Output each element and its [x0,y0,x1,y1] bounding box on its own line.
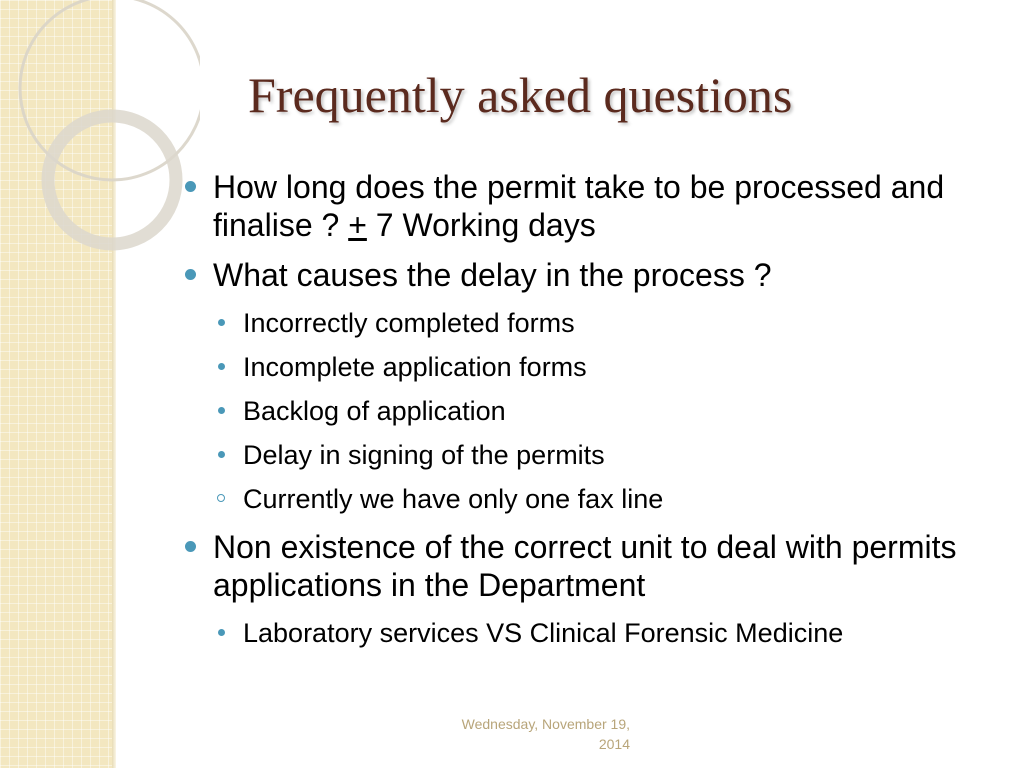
sub-bullet-text: Laboratory services VS Clinical Forensic Medicine [243,618,844,648]
bullet-text: Non existence of the correct unit to deal with permits applications in the Department [213,529,957,603]
bullet-text-part-a: How long does the permit take to be processed and finalise ? [213,169,945,243]
sub-bullet-dot-icon [218,451,225,458]
sub-bullet-text: Delay in signing of the permits [243,440,605,470]
decorative-circles [0,0,200,260]
bullet-nonexistent-unit [182,528,1002,604]
sub-bullet [213,394,1002,428]
sub-bullet [213,438,1002,472]
bullet-dot-icon [185,181,196,192]
bullet-dot-icon [185,269,196,280]
footer-date: Wednesday, November 19, 2014 [461,716,630,752]
sub-bullet-text: Incorrectly completed forms [243,308,575,338]
delay-causes-sublist [213,306,1002,516]
sub-bullet-text: Currently we have only one fax line [243,484,664,514]
sub-bullet-dot-icon [218,363,225,370]
unit-sublist [213,616,1002,650]
bullet-text-part-b: 7 Working days [366,207,596,243]
sub-bullet-text: Backlog of application [243,396,506,426]
sub-bullet-dot-icon [218,407,225,414]
bullet-dot-icon [185,541,196,552]
slide-content [182,168,1002,662]
sub-bullet-ring-icon [217,494,225,502]
bullet-processing-time [182,168,1002,244]
sub-bullet [213,306,1002,340]
slide-title: Frequently asked questions [248,67,793,123]
bullet-delay-causes [182,256,1002,294]
bullet-text: What causes the delay in the process ? [213,257,772,293]
sub-bullet [213,350,1002,384]
plus-minus-symbol: + [348,207,367,243]
sub-bullet [213,616,1002,650]
sub-bullet-text: Incomplete application forms [243,352,587,382]
sub-bullet-dot-icon [218,629,225,636]
sub-bullet [213,482,1002,516]
sub-bullet-dot-icon [218,319,225,326]
